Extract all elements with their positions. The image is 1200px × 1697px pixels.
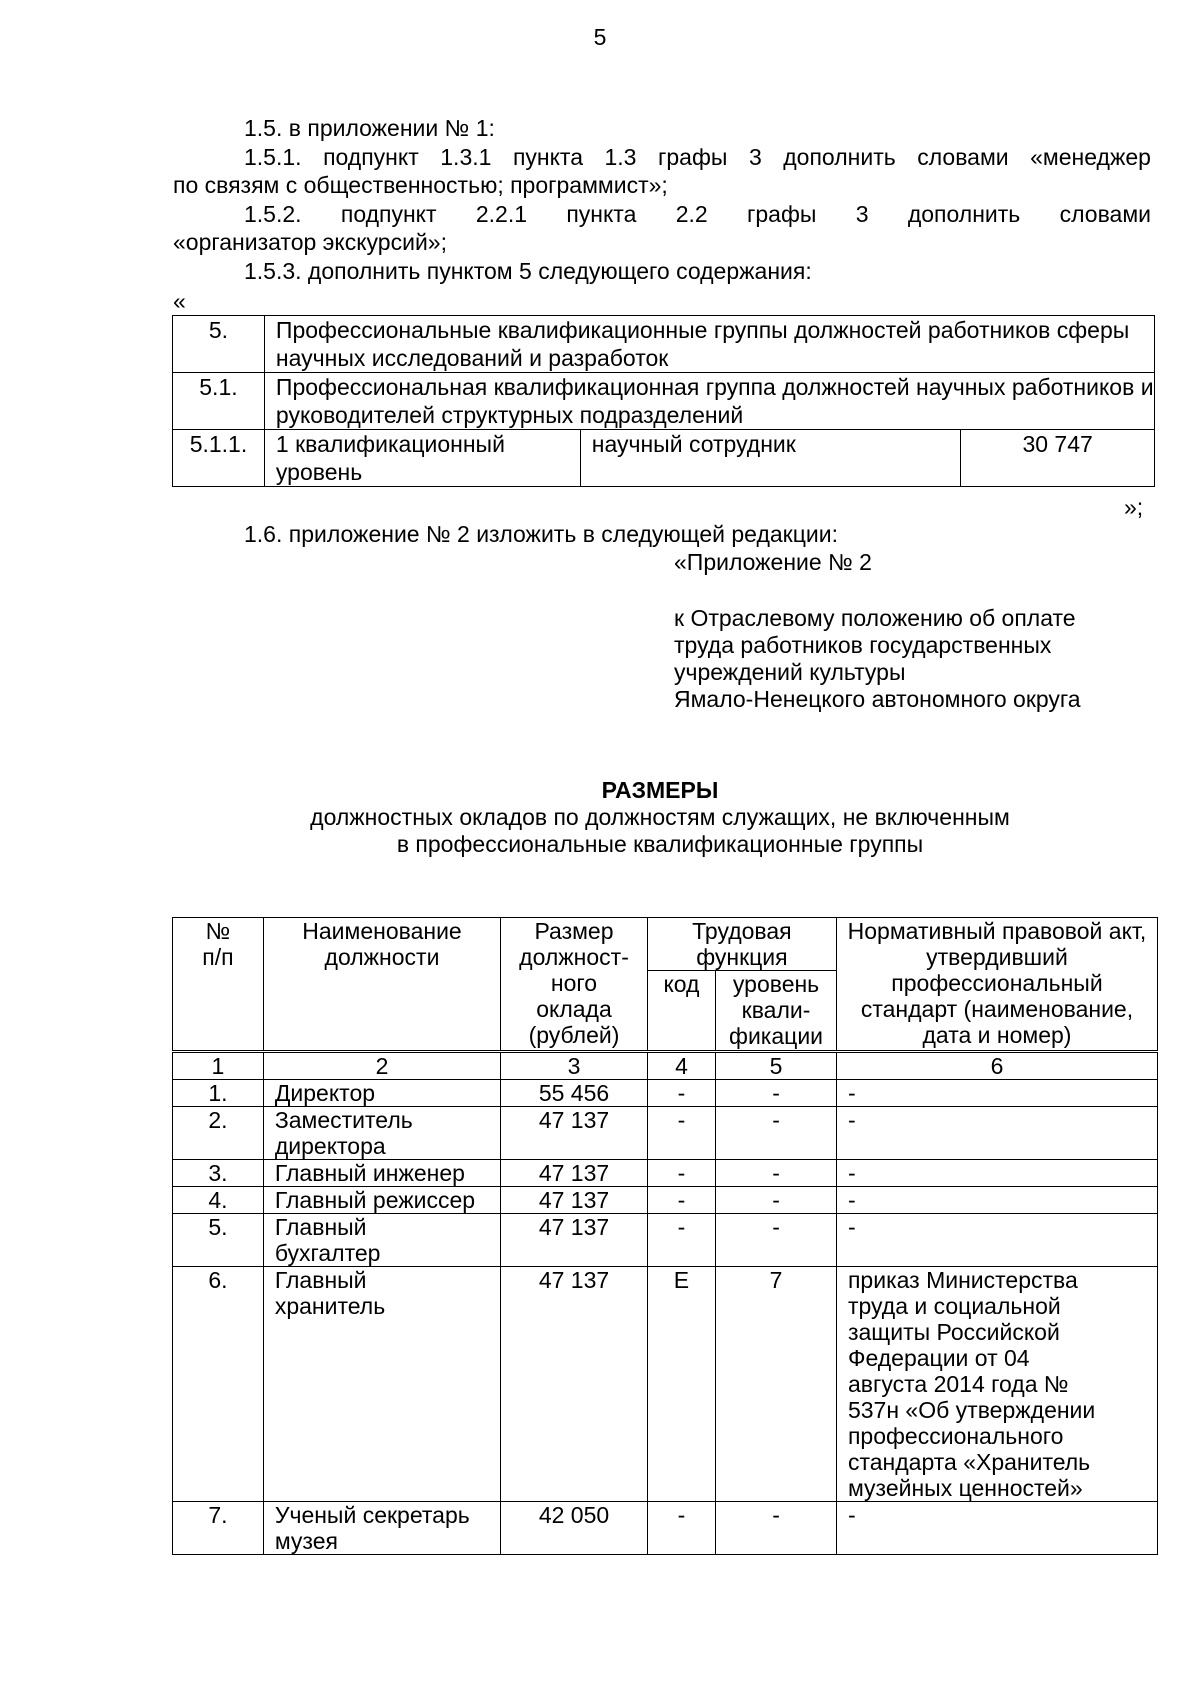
column-numbers-row <box>173 1052 1158 1080</box>
legal-act: приказ Министерства труда и социальной защиты Российской Федерации от 04 августа 2014 года № 537н «Об утверждении профессионального стандарта «Хранитель музейных ценностей» <box>836 1267 1157 1502</box>
word: «менеджер <box>1030 144 1151 170</box>
code-value: - <box>647 1107 715 1160</box>
paragraph-1-5-2-line1 <box>244 201 1151 228</box>
header-qualification-level: уровень квали- фикации <box>716 971 837 1052</box>
table-row <box>173 1160 1158 1187</box>
row-number: 5.1. <box>173 373 265 430</box>
page-number: 5 <box>593 24 607 50</box>
position-name: Заместитель директора <box>263 1107 500 1160</box>
column-number: 3 <box>501 1052 648 1080</box>
word: пункта <box>566 201 637 227</box>
word: подпункт <box>340 201 437 227</box>
word: дополнить <box>907 201 1021 227</box>
column-number: 1 <box>173 1052 264 1080</box>
word: графы <box>746 201 817 227</box>
salary-table <box>172 917 1158 1555</box>
legal-act: - <box>836 1187 1157 1214</box>
table-row <box>173 1080 1158 1107</box>
legal-act: - <box>836 1214 1157 1267</box>
row-number: 3. <box>173 1160 264 1187</box>
level-value: - <box>716 1160 837 1187</box>
table-header-row <box>173 918 1158 971</box>
row-number: 4. <box>173 1187 264 1214</box>
table-row <box>173 1502 1158 1555</box>
code-value: Е <box>647 1267 715 1502</box>
open-quote: « <box>173 288 186 314</box>
row-number: 5.1.1. <box>173 430 265 487</box>
salary-value: 47 137 <box>501 1267 648 1502</box>
code-value: - <box>647 1187 715 1214</box>
table-row <box>173 430 1155 487</box>
legal-act: - <box>836 1080 1157 1107</box>
code-value: - <box>647 1080 715 1107</box>
group-name: Профессиональные квалификационные группы должностей работников сферы научных исследований и разработок <box>264 316 1154 373</box>
header-legal-act: Нормативный правовой акт, утвердивший профессиональный стандарт (наименование, дата и номер) <box>836 918 1157 1052</box>
document-heading: РАЗМЕРЫ <box>601 777 719 803</box>
row-number: 7. <box>173 1502 264 1555</box>
word: 1.3.1 <box>440 144 492 170</box>
salary-value: 47 137 <box>501 1187 648 1214</box>
paragraph-1-5: 1.5. в приложении № 1: <box>244 115 495 141</box>
row-number: 6. <box>173 1267 264 1502</box>
level-value: - <box>716 1187 837 1214</box>
header-position: Наименование должности <box>263 918 500 1052</box>
word: словами <box>1059 201 1151 227</box>
row-number: 2. <box>173 1107 264 1160</box>
table-row <box>173 1107 1158 1160</box>
appendix-line: учреждений культуры <box>674 659 906 685</box>
word: 3 <box>748 144 762 170</box>
position-name: Главный бухгалтер <box>263 1214 500 1267</box>
position-name: научный сотрудник <box>580 430 961 487</box>
code-value: - <box>647 1160 715 1187</box>
row-number: 1. <box>173 1080 264 1107</box>
word: 2.2 <box>675 201 708 227</box>
row-number: 5. <box>173 316 265 373</box>
legal-act: - <box>836 1160 1157 1187</box>
legal-act: - <box>836 1107 1157 1160</box>
table-row <box>173 1214 1158 1267</box>
position-name: Главный хранитель <box>263 1267 500 1502</box>
appendix-line: труда работников государственных <box>674 632 1052 658</box>
table-row <box>173 1267 1158 1502</box>
header-salary: Размер должност- ного оклада (рублей) <box>501 918 648 1052</box>
position-name: Ученый секретарь музея <box>263 1502 500 1555</box>
paragraph-1-5-2-line2: «организатор экскурсий»; <box>173 229 447 255</box>
word: графы <box>658 144 728 170</box>
position-name: Директор <box>263 1080 500 1107</box>
column-number: 2 <box>263 1052 500 1080</box>
word: 1.5.1. <box>244 144 302 170</box>
word: пункта <box>512 144 583 170</box>
word: подпункт <box>323 144 419 170</box>
position-name: Главный режиссер <box>263 1187 500 1214</box>
table-row <box>173 373 1155 430</box>
table-row <box>173 316 1155 373</box>
appendix-line: к Отраслевому положению об оплате <box>674 605 1076 631</box>
position-name: Главный инженер <box>263 1160 500 1187</box>
level-value: - <box>716 1107 837 1160</box>
word: 1.5.2. <box>244 201 302 227</box>
column-number: 5 <box>716 1052 837 1080</box>
paragraph-1-5-3: 1.5.3. дополнить пунктом 5 следующего содержания: <box>244 258 812 284</box>
group-name: Профессиональная квалификационная группа должностей научных работников и руководителей структурных подразделений <box>264 373 1154 430</box>
insert-table <box>172 315 1155 487</box>
code-value: - <box>647 1214 715 1267</box>
document-subheading: должностных окладов по должностям служащих, не включенным <box>310 804 1010 830</box>
legal-act: - <box>836 1502 1157 1555</box>
row-number: 5. <box>173 1214 264 1267</box>
level-value: - <box>716 1502 837 1555</box>
code-value: - <box>647 1502 715 1555</box>
close-quote: »; <box>1124 494 1144 520</box>
word: 1.3 <box>604 144 637 170</box>
word: 3 <box>855 201 869 227</box>
appendix-title: «Приложение № 2 <box>674 549 872 575</box>
level-value: - <box>716 1080 837 1107</box>
paragraph-1-5-1-line1 <box>244 144 1151 171</box>
document-subheading: в профессиональные квалификационные группы <box>396 831 924 857</box>
column-number: 6 <box>836 1052 1157 1080</box>
column-number: 4 <box>647 1052 715 1080</box>
salary-value: 55 456 <box>501 1080 648 1107</box>
salary-value: 47 137 <box>501 1107 648 1160</box>
salary-value: 47 137 <box>501 1214 648 1267</box>
appendix-line: Ямало-Ненецкого автономного округа <box>674 686 1081 712</box>
paragraph-1-5-1-line2: по связям с общественностью; программист»; <box>173 172 668 198</box>
word: 2.2.1 <box>475 201 528 227</box>
paragraph-1-6: 1.6. приложение № 2 изложить в следующей редакции: <box>244 521 838 547</box>
table-row <box>173 1187 1158 1214</box>
salary-value: 30 747 <box>961 430 1155 487</box>
level-value: - <box>716 1214 837 1267</box>
word: дополнить <box>783 144 896 170</box>
word: словами <box>917 144 1009 170</box>
salary-value: 47 137 <box>501 1160 648 1187</box>
header-code: код <box>647 971 715 1052</box>
header-labor-function: Трудовая функция <box>647 918 836 971</box>
level-value: 7 <box>716 1267 837 1502</box>
header-number: № п/п <box>173 918 264 1052</box>
salary-value: 42 050 <box>501 1502 648 1555</box>
qualification-level: 1 квалификационный уровень <box>264 430 580 487</box>
